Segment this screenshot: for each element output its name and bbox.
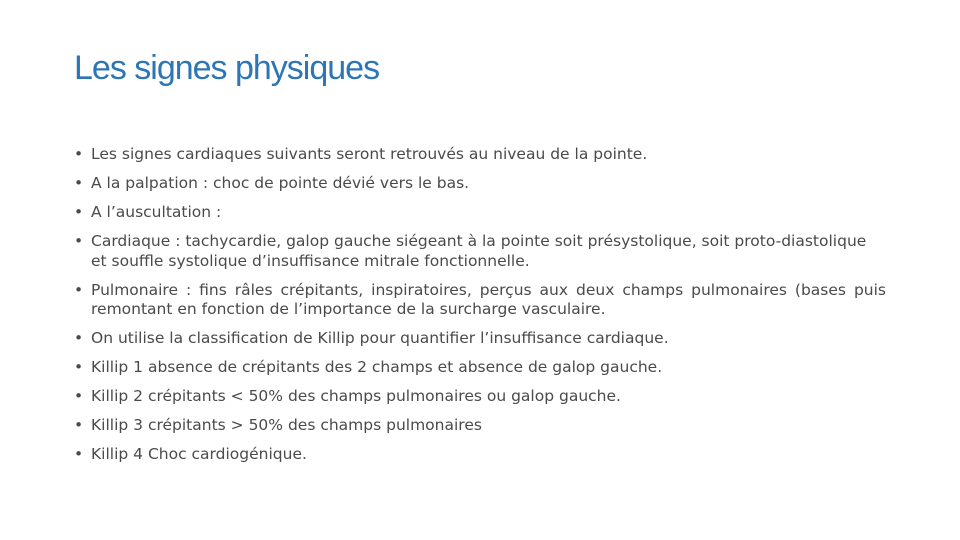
bullet-text: Les signes cardiaques suivants seront retrouvés au niveau de la pointe. [91,145,648,163]
bullet-item [74,416,886,436]
bullet-text: Pulmonaire : fins râles crépitants, inspiratoires, perçus aux deux champs pulmonaires (bases puis remontant en fonction de l’importance de la surcharge vasculaire. [91,280,886,318]
bullet-text: Killip 4 Choc cardiogénique. [91,445,307,463]
bullet-item [74,203,886,223]
bullet-text: A la palpation : choc de pointe dévié vers le bas. [91,174,470,192]
bullet-text: On utilise la classification de Killip pour quantifier l’insuffisance cardiaque. [91,329,669,347]
bullet-item [74,445,886,465]
bullet-dot-icon: • [74,329,84,347]
bullet-item [74,174,886,194]
bullet-dot-icon: • [74,203,84,221]
bullet-text: Killip 1 absence de crépitants des 2 champs et absence de galop gauche. [91,358,663,376]
bullet-dot-icon: • [74,232,84,250]
bullet-dot-icon: • [74,174,84,192]
bullet-item [74,329,886,349]
bullet-list [74,145,886,474]
bullet-dot-icon: • [74,358,84,376]
slide-title: Les signes physiques [74,49,380,87]
bullet-dot-icon: • [74,280,84,299]
bullet-dot-icon: • [74,387,84,405]
bullet-text: Killip 2 crépitants < 50% des champs pulmonaires ou galop gauche. [91,387,621,405]
bullet-dot-icon: • [74,445,84,463]
bullet-item [74,232,886,271]
bullet-text: A l’auscultation : [91,203,222,221]
bullet-item [74,358,886,378]
bullet-item [74,387,886,407]
bullet-dot-icon: • [74,145,84,163]
bullet-text: Cardiaque : tachycardie, galop gauche siégeant à la pointe soit présystolique, soit proto-diastolique et souffle systolique d’insuffisance mitrale fonctionnelle. [91,232,867,270]
bullet-dot-icon: • [74,416,84,434]
bullet-text: Killip 3 crépitants > 50% des champs pulmonaires [91,416,482,434]
bullet-item [74,281,886,320]
bullet-item [74,145,886,165]
